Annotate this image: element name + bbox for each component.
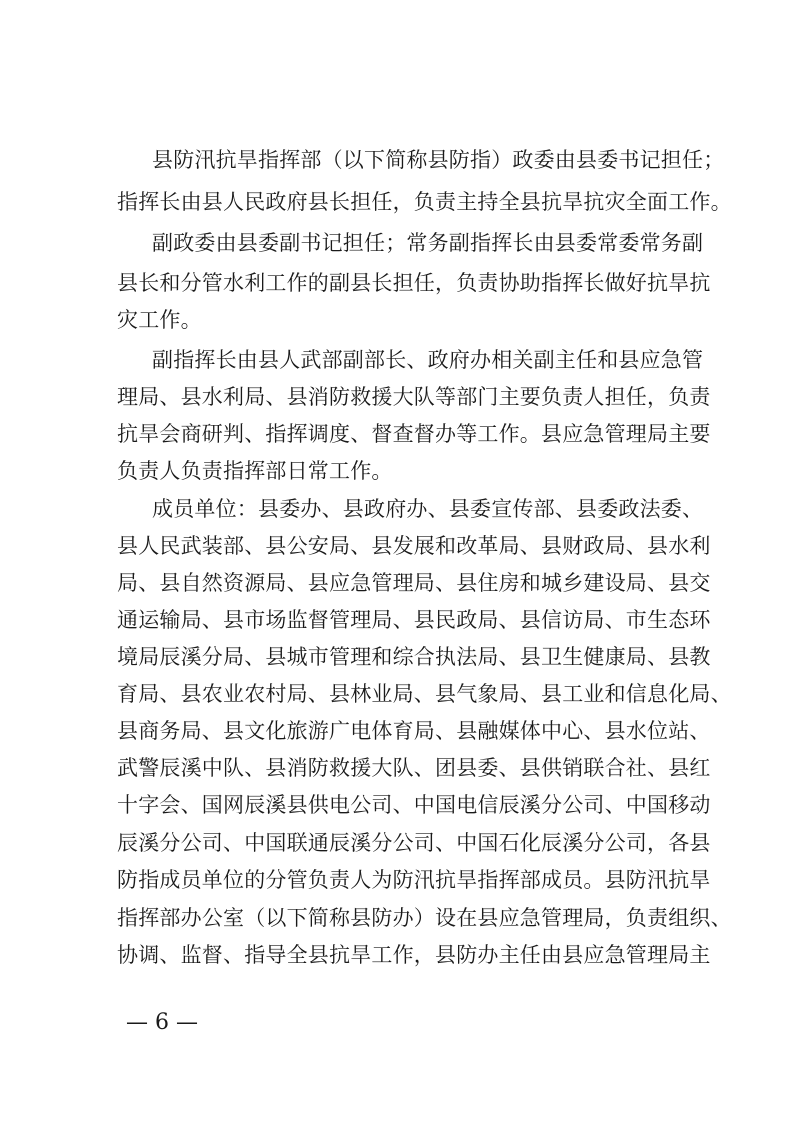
paragraph-line: 成员单位：县委办、县政府办、县委宣传部、县委政法委、 <box>152 497 704 521</box>
paragraph-line: 辰溪分公司、中国联通辰溪分公司、中国石化辰溪分公司，各县 <box>117 831 711 855</box>
paragraph-line: 武警辰溪中队、县消防救援大队、团县委、县供销联合社、县红 <box>117 756 711 780</box>
paragraph-line: 灾工作。 <box>117 308 202 332</box>
paragraph-line: 协调、监督、指导全县抗旱工作，县防办主任由县应急管理局主 <box>117 943 711 967</box>
paragraph-line: 育局、县农业农村局、县林业局、县气象局、县工业和信息化局、 <box>117 682 732 706</box>
paragraph-line: 副指挥长由县人武部副部长、政府办相关副主任和县应急管 <box>152 348 704 372</box>
paragraph-line: 副政委由县委副书记担任；常务副指挥长由县委常委常务副 <box>152 231 704 255</box>
page-number: — 6 — <box>126 1010 198 1035</box>
paragraph-line: 防指成员单位的分管负责人为防汛抗旱指挥部成员。县防汛抗旱 <box>117 868 711 892</box>
paragraph-line: 抗旱会商研判、指挥调度、督查督办等工作。县应急管理局主要 <box>117 422 711 446</box>
paragraph-line: 县长和分管水利工作的副县长担任，负责协助指挥长做好抗旱抗 <box>117 271 711 295</box>
paragraph-line: 指挥长由县人民政府县长担任，负责主持全县抗旱抗灾全面工作。 <box>117 190 732 214</box>
paragraph-line: 通运输局、县市场监督管理局、县民政局、县信访局、市生态环 <box>117 608 711 632</box>
paragraph-line: 境局辰溪分局、县城市管理和综合执法局、县卫生健康局、县教 <box>117 645 711 669</box>
paragraph-line: 指挥部办公室（以下简称县防办）设在县应急管理局，负责组织、 <box>117 906 732 930</box>
paragraph-line: 负责人负责指挥部日常工作。 <box>117 459 393 483</box>
paragraph-line: 县人民武装部、县公安局、县发展和改革局、县财政局、县水利 <box>117 534 711 558</box>
paragraph-line: 县商务局、县文化旅游广电体育局、县融媒体中心、县水位站、 <box>117 719 711 743</box>
paragraph-line: 十字会、国网辰溪县供电公司、中国电信辰溪分公司、中国移动 <box>117 793 711 817</box>
paragraph-line: 局、县自然资源局、县应急管理局、县住房和城乡建设局、县交 <box>117 571 711 595</box>
paragraph-line: 县防汛抗旱指挥部（以下简称县防指）政委由县委书记担任； <box>152 148 725 172</box>
paragraph-line: 理局、县水利局、县消防救援大队等部门主要负责人担任，负责 <box>117 385 711 409</box>
